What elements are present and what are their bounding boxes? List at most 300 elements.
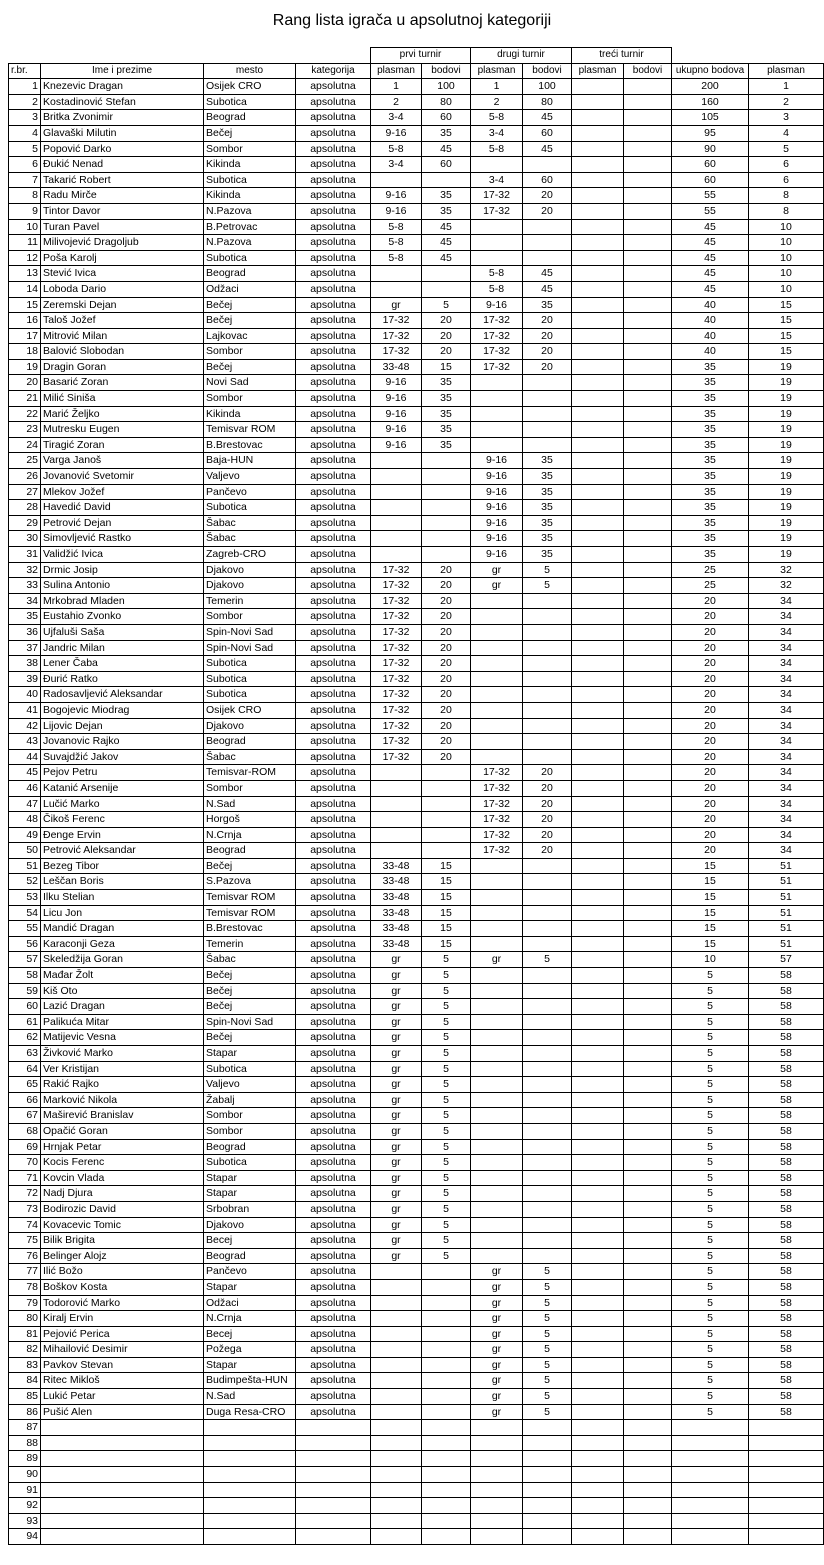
cell-bodovi-2 (523, 609, 572, 625)
cell-bodovi-3 (624, 780, 672, 796)
cell-plasman-3 (572, 1482, 624, 1498)
cell-ukupno-bodova: 20 (672, 780, 749, 796)
cell-plasman-3 (572, 484, 624, 500)
cell-plasman-3 (572, 391, 624, 407)
cell-ime: Kiralj Ervin (41, 1311, 204, 1327)
cell-plasman-1 (371, 1482, 422, 1498)
cell-ime: Basarić Zoran (41, 375, 204, 391)
cell-mesto: Temisvar ROM (204, 905, 296, 921)
cell-plasman-2 (471, 1482, 523, 1498)
cell-bodovi-1: 45 (422, 235, 471, 251)
group-blank (9, 48, 371, 64)
cell-rbr: 14 (9, 281, 41, 297)
cell-ukupno-bodova: 45 (672, 266, 749, 282)
table-row (9, 1046, 824, 1062)
cell-rbr: 30 (9, 531, 41, 547)
cell-mesto: Lajkovac (204, 328, 296, 344)
cell-plasman-total: 19 (749, 547, 824, 563)
cell-bodovi-2 (523, 1529, 572, 1545)
cell-rbr: 50 (9, 843, 41, 859)
cell-bodovi-2 (523, 640, 572, 656)
cell-rbr: 89 (9, 1451, 41, 1467)
cell-rbr: 44 (9, 749, 41, 765)
cell-bodovi-1: 5 (422, 1170, 471, 1186)
cell-plasman-2 (471, 858, 523, 874)
cell-plasman-total: 34 (749, 827, 824, 843)
cell-mesto: Sombor (204, 1123, 296, 1139)
cell-bodovi-1: 15 (422, 359, 471, 375)
cell-kategorija: apsolutna (296, 484, 371, 500)
cell-rbr: 54 (9, 905, 41, 921)
table-row (9, 1233, 824, 1249)
cell-ime: Zeremski Dejan (41, 297, 204, 313)
cell-plasman-3 (572, 1404, 624, 1420)
column-header-row (9, 63, 824, 79)
cell-ime: Ujfaluši Saša (41, 624, 204, 640)
cell-ukupno-bodova: 20 (672, 671, 749, 687)
cell-bodovi-1: 20 (422, 344, 471, 360)
cell-kategorija: apsolutna (296, 125, 371, 141)
cell-kategorija: apsolutna (296, 858, 371, 874)
table-row (9, 484, 824, 500)
cell-kategorija: apsolutna (296, 1155, 371, 1171)
cell-plasman-total: 34 (749, 671, 824, 687)
cell-bodovi-2: 80 (523, 94, 572, 110)
cell-kategorija: apsolutna (296, 328, 371, 344)
cell-bodovi-2 (523, 1046, 572, 1062)
cell-ime: Turan Pavel (41, 219, 204, 235)
cell-plasman-3 (572, 765, 624, 781)
cell-plasman-1 (371, 1435, 422, 1451)
cell-ukupno-bodova (672, 1435, 749, 1451)
cell-mesto: Zagreb-CRO (204, 547, 296, 563)
cell-kategorija: apsolutna (296, 952, 371, 968)
cell-ukupno-bodova: 20 (672, 609, 749, 625)
cell-bodovi-1 (422, 1295, 471, 1311)
cell-ime: Belinger Alojz (41, 1248, 204, 1264)
cell-plasman-3 (572, 1311, 624, 1327)
cell-bodovi-2: 5 (523, 1264, 572, 1280)
cell-ukupno-bodova: 35 (672, 437, 749, 453)
cell-ukupno-bodova: 15 (672, 905, 749, 921)
cell-plasman-1: gr (371, 1123, 422, 1139)
cell-plasman-1 (371, 1498, 422, 1514)
cell-plasman-3 (572, 141, 624, 157)
cell-bodovi-3 (624, 281, 672, 297)
cell-plasman-3 (572, 1326, 624, 1342)
cell-bodovi-2: 35 (523, 297, 572, 313)
group-prvi-turnir: prvi turnir (371, 48, 471, 64)
cell-kategorija: apsolutna (296, 422, 371, 438)
cell-ime: Marić Željko (41, 406, 204, 422)
cell-kategorija (296, 1513, 371, 1529)
table-row (9, 547, 824, 563)
cell-plasman-1 (371, 531, 422, 547)
cell-rbr: 81 (9, 1326, 41, 1342)
cell-plasman-3 (572, 406, 624, 422)
cell-plasman-3 (572, 968, 624, 984)
cell-kategorija: apsolutna (296, 796, 371, 812)
cell-bodovi-3 (624, 640, 672, 656)
cell-bodovi-2 (523, 671, 572, 687)
cell-rbr: 78 (9, 1279, 41, 1295)
cell-rbr: 19 (9, 359, 41, 375)
cell-ime: Validžić Ivica (41, 547, 204, 563)
cell-bodovi-3 (624, 812, 672, 828)
cell-ukupno-bodova: 60 (672, 157, 749, 173)
cell-mesto: Bečej (204, 1030, 296, 1046)
cell-ukupno-bodova: 25 (672, 578, 749, 594)
col-kategorija: kategorija (296, 63, 371, 79)
table-row (9, 1077, 824, 1093)
cell-bodovi-2 (523, 437, 572, 453)
cell-plasman-total: 34 (749, 687, 824, 703)
cell-kategorija: apsolutna (296, 94, 371, 110)
cell-kategorija: apsolutna (296, 999, 371, 1015)
cell-kategorija (296, 1482, 371, 1498)
cell-bodovi-2 (523, 250, 572, 266)
cell-bodovi-3 (624, 1061, 672, 1077)
table-row (9, 749, 824, 765)
table-row (9, 1123, 824, 1139)
table-row (9, 406, 824, 422)
cell-ukupno-bodova: 5 (672, 1326, 749, 1342)
cell-plasman-2 (471, 1233, 523, 1249)
cell-ime: Đukić Nenad (41, 157, 204, 173)
cell-mesto: Temerin (204, 593, 296, 609)
cell-ime: Simovljević Rastko (41, 531, 204, 547)
table-row (9, 1389, 824, 1405)
cell-kategorija (296, 1498, 371, 1514)
cell-plasman-2: 17-32 (471, 344, 523, 360)
cell-bodovi-2: 5 (523, 1404, 572, 1420)
cell-ime: Ver Kristijan (41, 1061, 204, 1077)
cell-bodovi-1 (422, 1529, 471, 1545)
cell-rbr: 35 (9, 609, 41, 625)
cell-ukupno-bodova (672, 1482, 749, 1498)
cell-plasman-total: 58 (749, 1170, 824, 1186)
cell-plasman-1: 5-8 (371, 250, 422, 266)
cell-mesto: Požega (204, 1342, 296, 1358)
cell-mesto (204, 1498, 296, 1514)
cell-plasman-2: gr (471, 578, 523, 594)
cell-rbr: 71 (9, 1170, 41, 1186)
cell-ime: Katanić Arsenije (41, 780, 204, 796)
cell-bodovi-3 (624, 1389, 672, 1405)
cell-mesto: Horgoš (204, 812, 296, 828)
cell-rbr: 11 (9, 235, 41, 251)
cell-mesto: Sombor (204, 609, 296, 625)
cell-plasman-total: 34 (749, 812, 824, 828)
cell-plasman-2 (471, 1513, 523, 1529)
cell-plasman-1 (371, 281, 422, 297)
cell-plasman-3 (572, 593, 624, 609)
cell-plasman-total: 58 (749, 968, 824, 984)
cell-ukupno-bodova: 35 (672, 547, 749, 563)
cell-bodovi-3 (624, 718, 672, 734)
cell-kategorija: apsolutna (296, 375, 371, 391)
cell-bodovi-1: 20 (422, 578, 471, 594)
table-row (9, 531, 824, 547)
cell-plasman-2: 17-32 (471, 188, 523, 204)
cell-plasman-2: gr (471, 1342, 523, 1358)
table-row (9, 1155, 824, 1171)
cell-ukupno-bodova: 10 (672, 952, 749, 968)
table-row (9, 141, 824, 157)
cell-bodovi-2: 5 (523, 1311, 572, 1327)
table-row (9, 952, 824, 968)
cell-kategorija: apsolutna (296, 968, 371, 984)
cell-mesto: Stapar (204, 1186, 296, 1202)
cell-ukupno-bodova: 20 (672, 827, 749, 843)
cell-plasman-total: 19 (749, 422, 824, 438)
cell-plasman-3 (572, 749, 624, 765)
cell-bodovi-1: 20 (422, 593, 471, 609)
cell-bodovi-1 (422, 484, 471, 500)
cell-bodovi-3 (624, 843, 672, 859)
cell-mesto: Beograd (204, 843, 296, 859)
table-row (9, 219, 824, 235)
cell-bodovi-1: 35 (422, 188, 471, 204)
cell-ukupno-bodova (672, 1451, 749, 1467)
cell-plasman-1 (371, 1529, 422, 1545)
cell-mesto: Osijek CRO (204, 79, 296, 95)
cell-mesto: B.Brestovac (204, 921, 296, 937)
cell-ime: Taloš Jožef (41, 313, 204, 329)
cell-bodovi-2 (523, 1155, 572, 1171)
cell-rbr: 24 (9, 437, 41, 453)
cell-bodovi-2: 60 (523, 172, 572, 188)
cell-plasman-1: 9-16 (371, 406, 422, 422)
table-row (9, 1139, 824, 1155)
cell-plasman-1 (371, 172, 422, 188)
cell-bodovi-2: 35 (523, 515, 572, 531)
cell-ime: Mutresku Eugen (41, 422, 204, 438)
cell-plasman-2: 17-32 (471, 812, 523, 828)
cell-ukupno-bodova: 40 (672, 328, 749, 344)
cell-bodovi-2: 5 (523, 1342, 572, 1358)
cell-bodovi-3 (624, 1092, 672, 1108)
cell-bodovi-3 (624, 110, 672, 126)
cell-plasman-total: 58 (749, 1201, 824, 1217)
cell-ime: Bezeg Tibor (41, 858, 204, 874)
cell-bodovi-3 (624, 578, 672, 594)
cell-rbr: 45 (9, 765, 41, 781)
cell-bodovi-2: 20 (523, 827, 572, 843)
table-row (9, 250, 824, 266)
cell-plasman-2 (471, 1014, 523, 1030)
cell-kategorija: apsolutna (296, 624, 371, 640)
cell-bodovi-3 (624, 172, 672, 188)
cell-plasman-total: 10 (749, 281, 824, 297)
col-rbr: r.br. (9, 63, 41, 79)
cell-bodovi-3 (624, 391, 672, 407)
cell-plasman-2 (471, 718, 523, 734)
cell-bodovi-1: 35 (422, 437, 471, 453)
cell-bodovi-2 (523, 391, 572, 407)
cell-ukupno-bodova: 20 (672, 718, 749, 734)
cell-kategorija: apsolutna (296, 936, 371, 952)
cell-ime: Kocis Ferenc (41, 1155, 204, 1171)
cell-plasman-3 (572, 734, 624, 750)
cell-plasman-3 (572, 812, 624, 828)
cell-plasman-1: 5-8 (371, 235, 422, 251)
cell-ime: Pejov Petru (41, 765, 204, 781)
cell-bodovi-3 (624, 219, 672, 235)
cell-plasman-2 (471, 702, 523, 718)
cell-ime: Đurić Ratko (41, 671, 204, 687)
cell-bodovi-2: 60 (523, 125, 572, 141)
cell-rbr: 79 (9, 1295, 41, 1311)
cell-ukupno-bodova: 60 (672, 172, 749, 188)
cell-plasman-1: 17-32 (371, 687, 422, 703)
cell-kategorija: apsolutna (296, 718, 371, 734)
table-row (9, 172, 824, 188)
table-row (9, 359, 824, 375)
cell-plasman-total: 34 (749, 593, 824, 609)
cell-plasman-2: 2 (471, 94, 523, 110)
cell-plasman-3 (572, 1279, 624, 1295)
table-row (9, 1357, 824, 1373)
cell-mesto: Bečej (204, 297, 296, 313)
table-row (9, 718, 824, 734)
cell-rbr: 64 (9, 1061, 41, 1077)
cell-rbr: 86 (9, 1404, 41, 1420)
cell-ime: Skeledžija Goran (41, 952, 204, 968)
cell-plasman-3 (572, 469, 624, 485)
cell-mesto: N.Crnja (204, 1311, 296, 1327)
cell-bodovi-2 (523, 1201, 572, 1217)
cell-rbr: 18 (9, 344, 41, 360)
cell-kategorija: apsolutna (296, 547, 371, 563)
cell-kategorija (296, 1467, 371, 1483)
cell-kategorija: apsolutna (296, 437, 371, 453)
cell-plasman-3 (572, 157, 624, 173)
cell-bodovi-3 (624, 890, 672, 906)
table-row (9, 453, 824, 469)
cell-plasman-3 (572, 94, 624, 110)
cell-plasman-1: 17-32 (371, 313, 422, 329)
cell-ukupno-bodova: 5 (672, 1030, 749, 1046)
cell-rbr: 91 (9, 1482, 41, 1498)
cell-plasman-3 (572, 1061, 624, 1077)
cell-plasman-total (749, 1482, 824, 1498)
cell-mesto: Bečej (204, 359, 296, 375)
cell-mesto (204, 1529, 296, 1545)
table-row (9, 843, 824, 859)
cell-plasman-total: 6 (749, 172, 824, 188)
cell-plasman-3 (572, 936, 624, 952)
cell-bodovi-1: 20 (422, 562, 471, 578)
cell-bodovi-2: 20 (523, 344, 572, 360)
cell-plasman-2 (471, 406, 523, 422)
cell-rbr: 80 (9, 1311, 41, 1327)
cell-kategorija: apsolutna (296, 1279, 371, 1295)
cell-ime: Maširević Branislav (41, 1108, 204, 1124)
cell-plasman-2: 9-16 (471, 469, 523, 485)
cell-bodovi-1 (422, 1404, 471, 1420)
cell-kategorija: apsolutna (296, 359, 371, 375)
cell-bodovi-2: 5 (523, 1279, 572, 1295)
cell-mesto: Žabalj (204, 1092, 296, 1108)
cell-kategorija: apsolutna (296, 812, 371, 828)
cell-bodovi-1: 20 (422, 609, 471, 625)
cell-rbr: 72 (9, 1186, 41, 1202)
cell-mesto: Temerin (204, 936, 296, 952)
cell-mesto: Temisvar ROM (204, 890, 296, 906)
cell-bodovi-3 (624, 1420, 672, 1436)
cell-ime: Pušić Alen (41, 1404, 204, 1420)
col-mesto: mesto (204, 63, 296, 79)
cell-mesto: Djakovo (204, 578, 296, 594)
table-row (9, 1186, 824, 1202)
cell-bodovi-3 (624, 1248, 672, 1264)
cell-plasman-3 (572, 1513, 624, 1529)
cell-plasman-1 (371, 484, 422, 500)
table-row (9, 858, 824, 874)
cell-plasman-3 (572, 515, 624, 531)
cell-plasman-3 (572, 437, 624, 453)
cell-bodovi-3 (624, 999, 672, 1015)
cell-ime (41, 1451, 204, 1467)
cell-mesto: Sombor (204, 391, 296, 407)
cell-plasman-2 (471, 640, 523, 656)
cell-ukupno-bodova: 20 (672, 656, 749, 672)
cell-ukupno-bodova: 5 (672, 1186, 749, 1202)
cell-bodovi-1: 20 (422, 640, 471, 656)
cell-plasman-2 (471, 1108, 523, 1124)
cell-plasman-3 (572, 874, 624, 890)
cell-ukupno-bodova: 45 (672, 219, 749, 235)
cell-bodovi-3 (624, 921, 672, 937)
cell-plasman-2 (471, 391, 523, 407)
cell-kategorija: apsolutna (296, 702, 371, 718)
cell-ime (41, 1529, 204, 1545)
cell-rbr: 25 (9, 453, 41, 469)
cell-plasman-total: 34 (749, 780, 824, 796)
cell-plasman-2: 9-16 (471, 531, 523, 547)
cell-plasman-2: 5-8 (471, 266, 523, 282)
cell-ukupno-bodova: 35 (672, 469, 749, 485)
cell-ukupno-bodova: 20 (672, 640, 749, 656)
cell-rbr: 94 (9, 1529, 41, 1545)
cell-plasman-1: 17-32 (371, 749, 422, 765)
cell-mesto: B.Petrovac (204, 219, 296, 235)
cell-kategorija: apsolutna (296, 203, 371, 219)
cell-plasman-2 (471, 624, 523, 640)
cell-bodovi-2 (523, 1451, 572, 1467)
table-row (9, 1529, 824, 1545)
cell-plasman-total: 58 (749, 1264, 824, 1280)
cell-bodovi-2: 20 (523, 203, 572, 219)
cell-bodovi-1 (422, 1498, 471, 1514)
cell-plasman-2 (471, 422, 523, 438)
col-plasman-3: plasman (572, 63, 624, 79)
cell-plasman-3 (572, 359, 624, 375)
cell-ime: Rakić Rajko (41, 1077, 204, 1093)
cell-plasman-1 (371, 1373, 422, 1389)
cell-plasman-1 (371, 812, 422, 828)
cell-bodovi-3 (624, 266, 672, 282)
table-row (9, 1435, 824, 1451)
cell-bodovi-1: 80 (422, 94, 471, 110)
cell-rbr: 62 (9, 1030, 41, 1046)
cell-plasman-1: gr (371, 1248, 422, 1264)
cell-ukupno-bodova: 5 (672, 1342, 749, 1358)
cell-bodovi-1: 5 (422, 1139, 471, 1155)
cell-ukupno-bodova: 20 (672, 843, 749, 859)
cell-ime: Leščan Boris (41, 874, 204, 890)
